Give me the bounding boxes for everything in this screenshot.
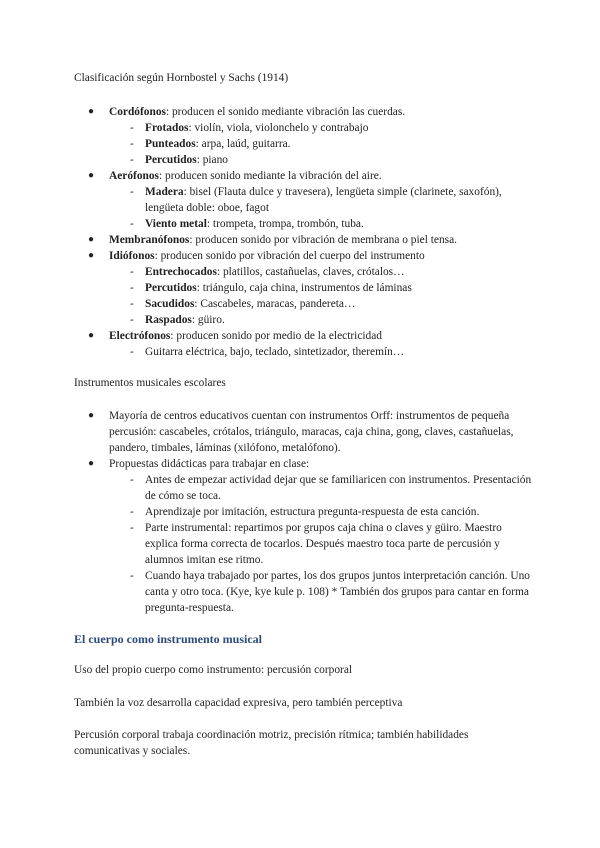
description: : producen el sonido mediante vibración las cuerdas. [165,106,406,118]
dash-icon: - [130,522,134,534]
dash-icon: - [130,314,134,326]
term: Electrófonos [109,330,171,342]
description: : arpa, laúd, guitarra. [195,138,291,150]
dash-icon: - [130,282,134,294]
term: Raspados [145,314,192,326]
paragraph: También la voz desarrolla capacidad expresiva, pero también perceptiva [74,697,403,709]
description: : producen sonido por vibración de membrana o piel tensa. [189,234,457,246]
description: : piano [196,154,229,166]
term: Idiófonos [109,250,155,262]
description: : Cascabeles, maracas, pandereta… [194,298,356,310]
bullet-icon: ● [88,410,95,421]
term: Madera [145,186,184,198]
dash-icon: - [130,266,134,278]
term: Frotados [145,122,189,134]
term: Entrechocados [145,266,217,278]
sub-list-text: Parte instrumental: repartimos por grupos caja china o claves y güiro. Maestro explica forma correcta de tocarlos. Después maestro toca parte de percusión y alumnos imitan ese ritmo. [145,522,502,566]
sub-list-text: Guitarra eléctrica, bajo, teclado, sintetizador, theremín… [145,346,405,358]
bullet-icon: ● [88,250,95,261]
bullet-icon: ● [88,106,95,117]
description: : bisel (Flauta dulce y travesera), lengüeta simple (clarinete, saxofón), lengüeta doble: oboe, fagot [145,186,502,214]
sub-list-text: Aprendizaje por imitación, estructura pregunta-respuesta de esta canción. [145,506,480,518]
dash-icon: - [130,474,134,486]
dash-icon: - [130,186,134,198]
section-title-classification: Clasificación según Hornbostel y Sachs (1914) [74,72,289,84]
dash-icon: - [130,138,134,150]
description: : producen sonido mediante la vibración del aire. [158,170,382,182]
dash-icon: - [130,298,134,310]
description: : producen sonido por vibración del cuerpo del instrumento [154,250,425,262]
sub-list-text: Cuando haya trabajado por partes, los dos grupos juntos interpretación canción. Uno canta y otro toca. (Kye, kye kule p. 108) * También dos grupos para cantar en forma pregunta-respuesta. [145,570,530,614]
dash-icon: - [130,506,134,518]
description: : platillos, castañuelas, claves, crótalos… [216,266,405,278]
description: : güiro. [191,314,225,326]
paragraph: Percusión corporal trabaja coordinación motriz, precisión rítmica; también habilidades comunicativas y sociales. [74,729,469,757]
section-title-school-instruments: Instrumentos musicales escolares [74,377,226,389]
bullet-icon: ● [88,330,95,341]
description: : trompeta, trompa, trombón, tuba. [206,218,364,230]
term: Viento metal [145,218,207,230]
sub-list-text: Antes de empezar actividad dejar que se familiaricen con instrumentos. Presentación de cómo se toca. [145,474,532,502]
term: Aerófonos [109,170,159,182]
dash-icon: - [130,346,134,358]
term: Punteados [145,138,196,150]
term: Cordófonos [109,106,166,118]
term: Membranófonos [109,234,190,246]
paragraph: Uso del propio cuerpo como instrumento: percusión corporal [74,664,353,676]
bullet-icon: ● [88,458,95,469]
term: Percutidos [145,282,197,294]
dash-icon: - [130,218,134,230]
term: Sacudidos [145,298,195,310]
term: Percutidos [145,154,197,166]
description: : violín, viola, violonchelo y contrabajo [188,122,369,134]
bullet-icon: ● [88,170,95,181]
dash-icon: - [130,570,134,582]
list-item-text: Propuestas didácticas para trabajar en clase: [109,458,310,470]
dash-icon: - [130,154,134,166]
list-item-text: Mayoría de centros educativos cuentan con instrumentos Orff: instrumentos de pequeña percusión: cascabeles, crótalos, triángulo, maracas, caja china, gong, claves, castañuelas, pandero, timbales, láminas (xilófono, metalófono). [109,410,514,454]
description: : triángulo, caja china, instrumentos de láminas [196,282,412,294]
bullet-icon: ● [88,234,95,245]
section-heading-body-instrument: El cuerpo como instrumento musical [74,632,262,646]
dash-icon: - [130,122,134,134]
description: : producen sonido por medio de la electricidad [170,330,382,342]
